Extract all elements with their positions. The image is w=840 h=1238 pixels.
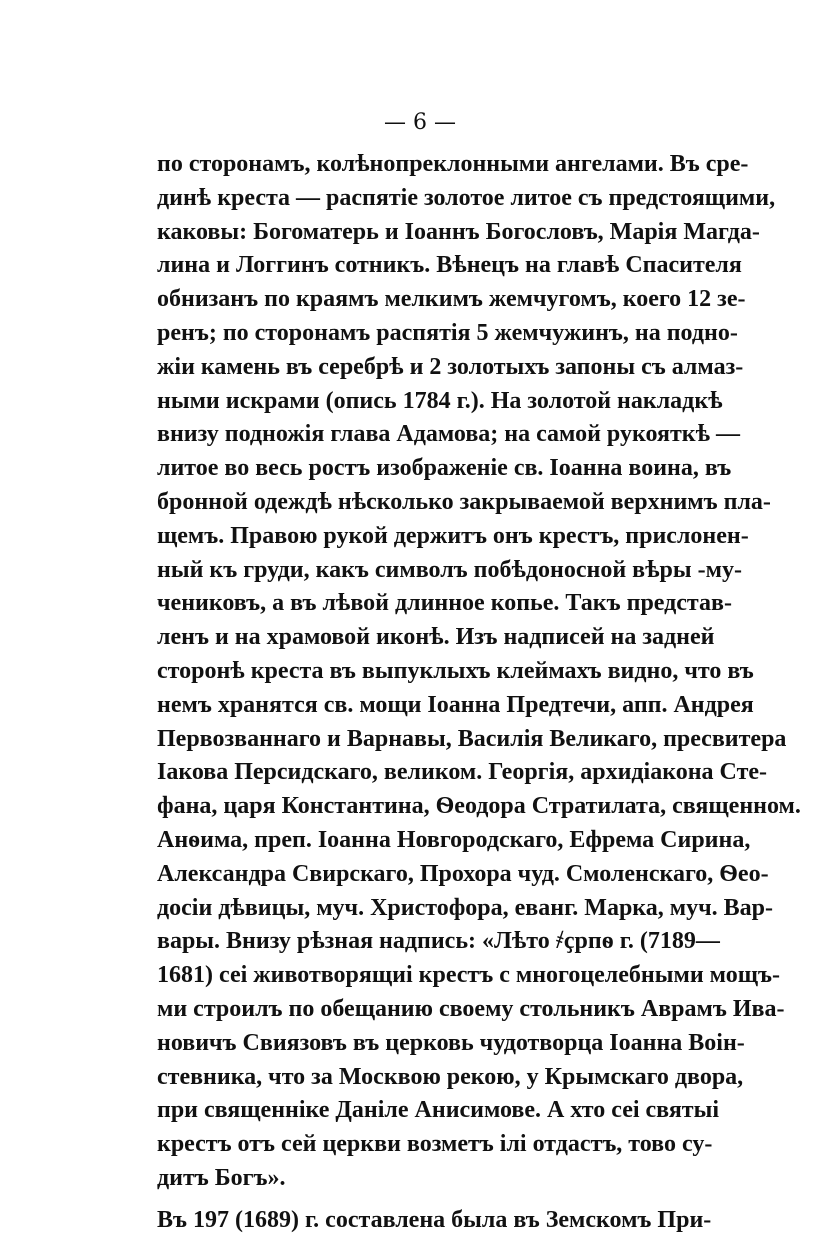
text-line: ный къ груди, какъ символъ побѣдоносной вѣры -му- bbox=[157, 556, 742, 583]
text-line: щемъ. Правою рукой держитъ онъ крестъ, прислонен- bbox=[157, 522, 749, 549]
text-line-paragraph-start: Въ 197 (1689) г. составлена была въ Земскомъ При- bbox=[157, 1206, 712, 1233]
text-line: Александра Свирскаго, Прохора чуд. Смоленскаго, Ѳео- bbox=[157, 860, 769, 887]
text-line: лина и Логгинъ сотникъ. Вѣнецъ на главѣ Спасителя bbox=[157, 252, 742, 279]
text-line: ными искрами (опись 1784 г.). На золотой накладкѣ bbox=[157, 387, 723, 414]
text-line: при священніке Даніле Анисимове. А хто сеі святыі bbox=[157, 1097, 719, 1124]
text-line: немъ хранятся св. мощи Іоанна Предтечи, апп. Андрея bbox=[157, 691, 754, 718]
text-line: каковы: Богоматерь и Іоаннъ Богословъ, Марія Магда- bbox=[157, 218, 760, 245]
text-line: вары. Внизу рѣзная надпись: «Лѣто ҂ҫрпѳ г. (7189— bbox=[157, 928, 720, 955]
text-line: литое во весь ростъ изображеніе св. Іоанна воина, въ bbox=[157, 455, 732, 482]
text-line: чениковъ, а въ лѣвой длинное копье. Такъ представ- bbox=[157, 590, 732, 617]
text-line: крестъ отъ сей церкви возметъ ілі отдастъ, тово су- bbox=[157, 1131, 713, 1158]
text-line: по сторонамъ, колѣнопреклонными ангелами. Въ сре- bbox=[157, 151, 749, 177]
text-line: стевника, что за Москвою рекою, у Крымскаго двора, bbox=[157, 1063, 744, 1090]
text-line: Первозваннаго и Варнавы, Василія Великаго, пресвитера bbox=[157, 725, 787, 752]
text-line: Іакова Персидскаго, великом. Георгія, архидіакона Сте- bbox=[157, 759, 767, 786]
text-line: сторонѣ креста въ выпуклыхъ клеймахъ видно, что въ bbox=[157, 657, 754, 684]
text-line: обнизанъ по краямъ мелкимъ жемчугомъ, коего 12 зе- bbox=[157, 286, 746, 313]
text-line: 1681) сеі животворящиі крестъ с многоцелебными мощъ- bbox=[157, 962, 780, 989]
text-line: новичъ Свиязовъ въ церковь чудотворца Іоанна Воін- bbox=[157, 1029, 745, 1056]
text-line: внизу подножія глава Адамова; на самой рукояткѣ — bbox=[157, 421, 741, 448]
text-line: ренъ; по сторонамъ распятія 5 жемчужинъ, на подно- bbox=[157, 319, 738, 346]
text-line: фана, царя Константина, Ѳеодора Стратилата, священном. bbox=[157, 793, 801, 820]
body-text bbox=[157, 148, 801, 1238]
page-number: — 6 — bbox=[384, 110, 456, 135]
text-line: Анѳима, преп. Іоанна Новгородскаго, Ефрема Сирина, bbox=[157, 826, 751, 853]
text-line: бронной одеждѣ нѣсколько закрываемой верхнимъ пла- bbox=[157, 488, 771, 515]
text-line: жіи камень въ серебрѣ и 2 золотыхъ запоны съ алмаз- bbox=[157, 353, 744, 380]
text-line: динѣ креста — распятіе золотое литое съ предстоящими, bbox=[157, 184, 776, 211]
text-line: ми строилъ по обещанию своему стольникъ Аврамъ Ива- bbox=[157, 995, 785, 1022]
text-line: досіи дѣвицы, муч. Христофора, еванг. Марка, муч. Вар- bbox=[157, 894, 773, 921]
text-line-paragraph-end: дитъ Богъ». bbox=[157, 1164, 286, 1191]
text-line: ленъ и на храмовой иконѣ. Изъ надписей на задней bbox=[157, 624, 715, 651]
